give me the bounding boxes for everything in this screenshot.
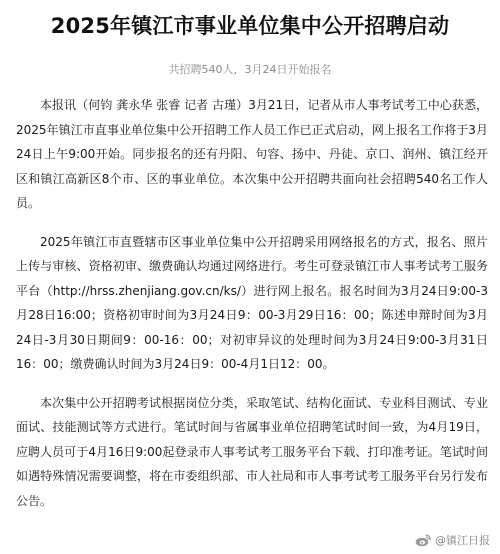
weibo-icon	[415, 534, 431, 547]
source-watermark	[415, 532, 490, 548]
watermark-text: @镇江日报	[435, 534, 490, 547]
article-paragraph: 本报讯（何钧 龚永华 张睿 记者 古瑾）3月21日，记者从市人事考试考工中心获悉，2025年镇江市直事业单位集中公开招聘工作人员工作已正式启动，网上报名工作将于3月24日上午9:00开始。同步报名的还有丹阳、句容、扬中、丹徒、京口、润州、镇江经开区和镇江高新区8个市、区的事业单位。本次集中公开招聘共面向社会招聘540名工作人员。	[16, 98, 488, 210]
article-paragraph: 本次集中公开招聘考试根据岗位分类，采取笔试、结构化面试、专业科目测试、专业面试、技能测试等方式进行。笔试时间与省属事业单位招聘笔试时间一致，为4月19日，应聘人员可于4月16日9:00起登录市人事考试考工服务平台下载、打印准考证。笔试时间如遇特殊情况需要调整，将在市委组织部、市人社局和市人事考试考工服务平台另行发布公告。	[16, 395, 488, 508]
article-subtitle: 共招聘540人，3月24日开始报名	[168, 63, 332, 76]
article-body	[16, 93, 488, 527]
article-headline: 2025年镇江市事业单位集中公开招聘启动	[50, 14, 450, 38]
article-paragraph: 2025年镇江市直暨辖市区事业单位集中公开招聘采用网络报名的方式，报名、照片上传与审核、资格初审、缴费确认均通过网络进行。考生可登录镇江市人事考试考工服务平台（http://hrss.zhenjiang.gov.cn/ks/）进行网上报名。报名时间为3月24日9:00-3月28日16:00；资格初审时间为3月24日9：00-3月29日16：00；陈述申辩时间为3月24日-3月30日期间9：00-16：00；对初审异议的处理时间为3月24日9:00-3月31日16：00；缴费确认时间为3月24日9：00-4月1日12：00。	[16, 234, 488, 371]
